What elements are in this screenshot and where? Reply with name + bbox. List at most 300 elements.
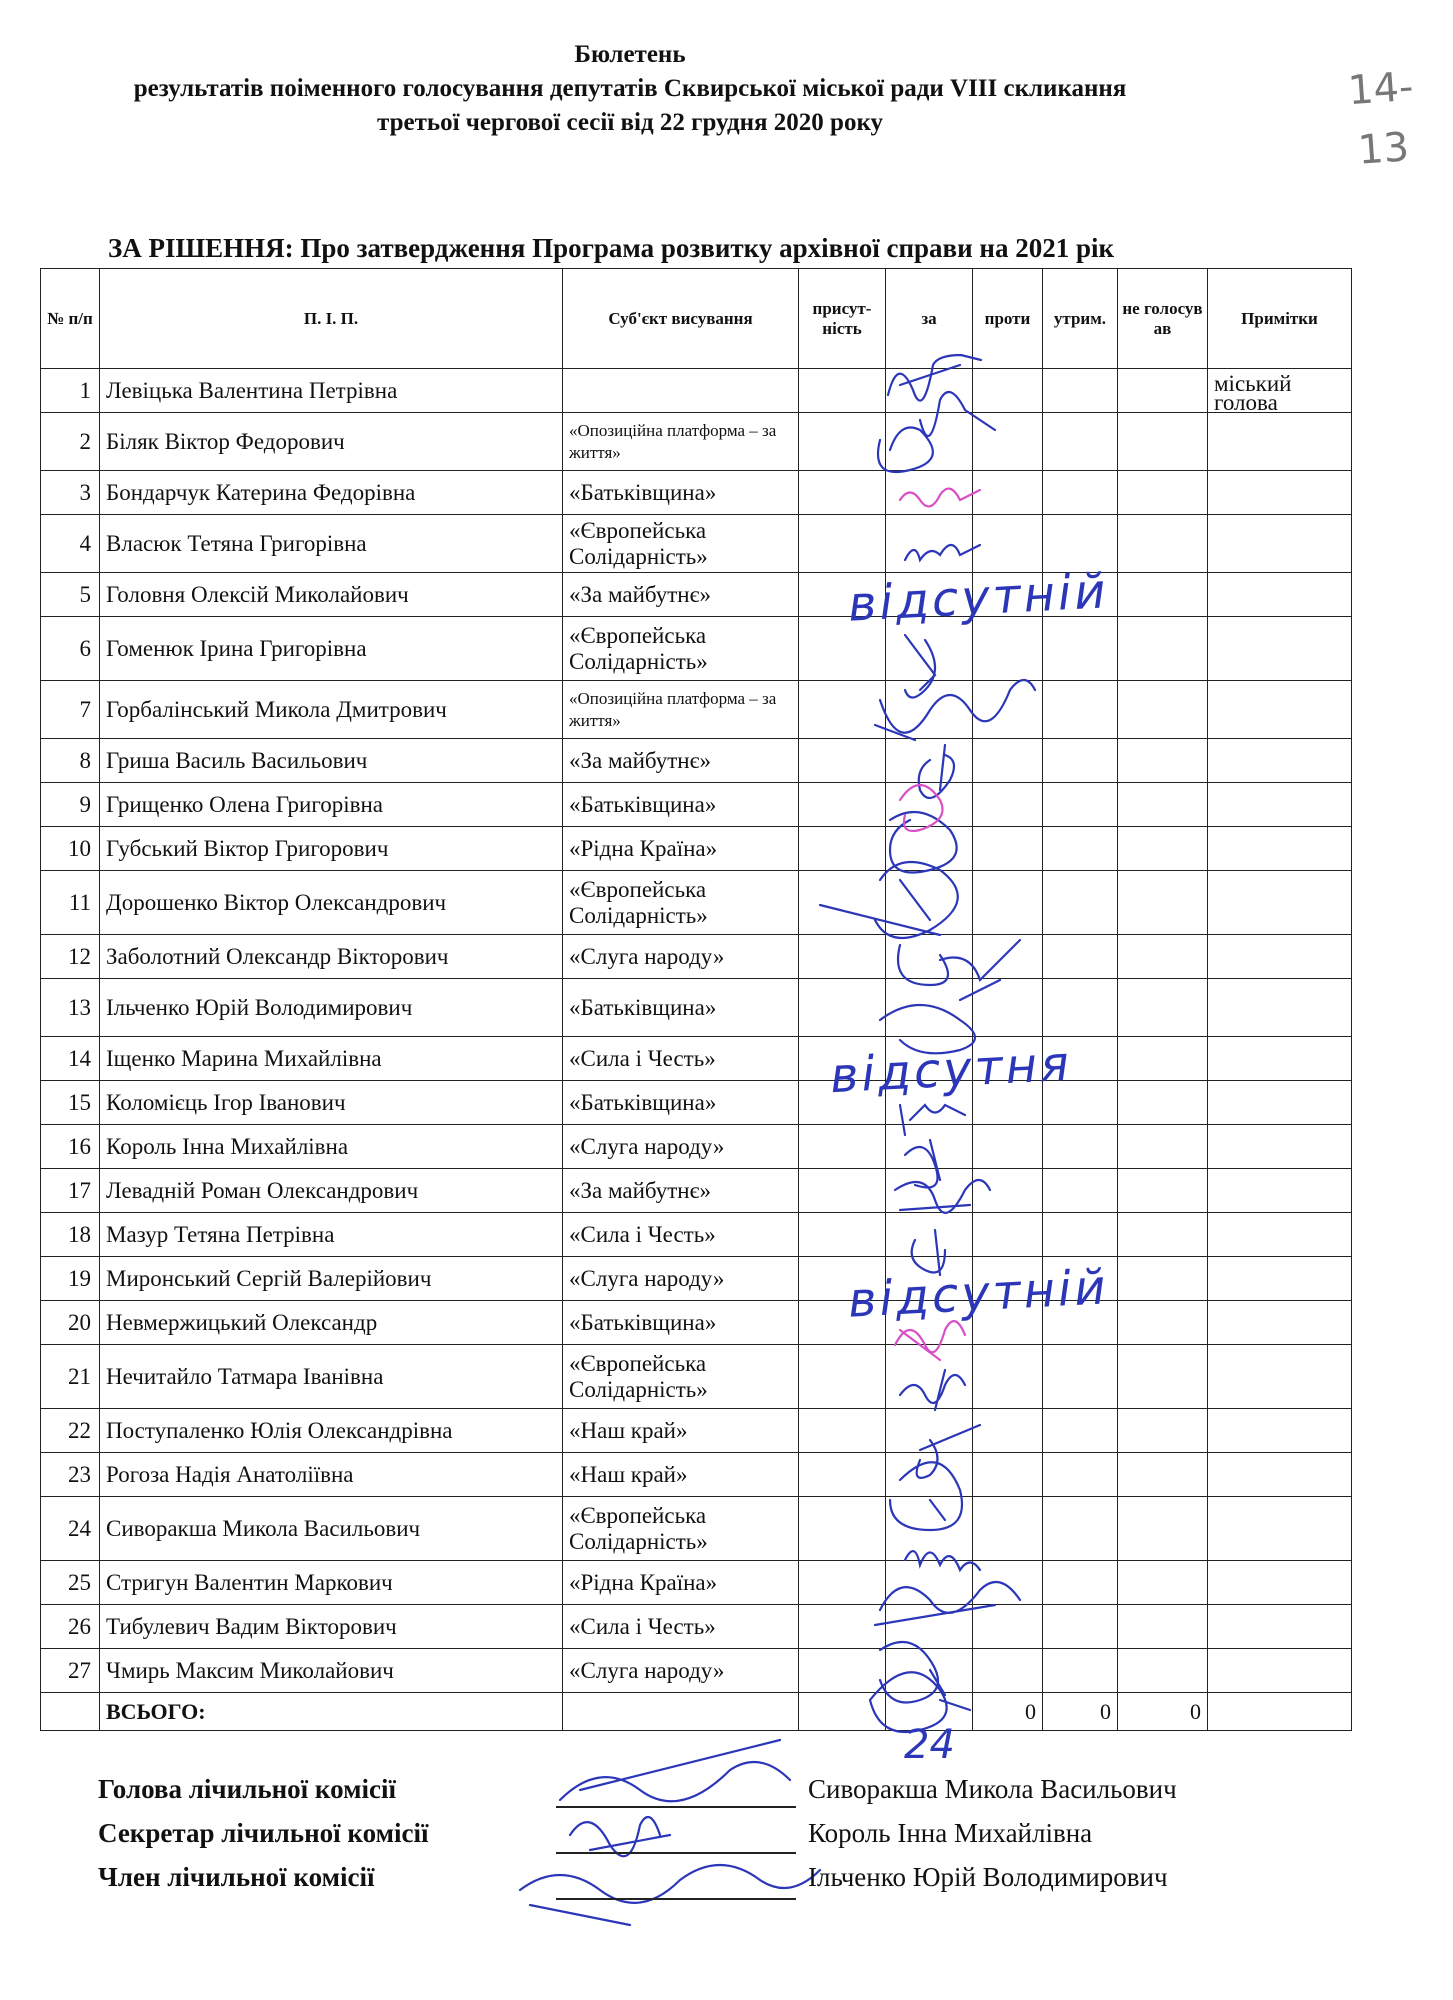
row-number: 14 — [41, 1037, 100, 1081]
not-voted-cell — [1118, 1169, 1208, 1213]
table-row — [41, 1037, 1352, 1081]
abstain-cell — [1043, 979, 1118, 1037]
nominating-party: «Європейська Солідарність» — [563, 515, 799, 573]
table-row — [41, 1257, 1352, 1301]
col-name: П. І. П. — [100, 269, 563, 369]
note-text — [1214, 1174, 1347, 1212]
not-voted-cell — [1118, 827, 1208, 871]
not-voted-cell — [1118, 979, 1208, 1037]
note-text — [1214, 1130, 1347, 1168]
vote-against-cell — [973, 1561, 1043, 1605]
nominating-party: «Наш край» — [563, 1453, 799, 1497]
note-text — [1214, 832, 1347, 870]
not-voted-cell — [1118, 573, 1208, 617]
note-cell — [1208, 617, 1352, 681]
deputy-name: Ільченко Юрій Володимирович — [100, 979, 563, 1037]
row-number: 9 — [41, 783, 100, 827]
abstain-cell — [1043, 871, 1118, 935]
note-cell — [1208, 1081, 1352, 1125]
not-voted-cell — [1118, 935, 1208, 979]
nominating-party: «Батьківщина» — [563, 1081, 799, 1125]
vote-against-cell — [973, 515, 1043, 573]
note-cell — [1208, 1561, 1352, 1605]
note-text — [1214, 1218, 1347, 1256]
col-num: № п/п — [41, 269, 100, 369]
present-cell — [799, 369, 886, 413]
vote-for-cell — [886, 369, 973, 413]
deputy-name: Грищенко Олена Григорівна — [100, 783, 563, 827]
nominating-party: «Європейська Солідарність» — [563, 617, 799, 681]
col-notes: Примітки — [1208, 269, 1352, 369]
row-number: 5 — [41, 573, 100, 617]
row-number: 17 — [41, 1169, 100, 1213]
vote-against-cell — [973, 1453, 1043, 1497]
not-voted-cell — [1118, 1213, 1208, 1257]
note-cell — [1208, 413, 1352, 471]
note-text — [1214, 527, 1347, 565]
table-row — [41, 1213, 1352, 1257]
commission-signature-1 — [560, 1740, 790, 1801]
not-voted-cell — [1118, 1345, 1208, 1409]
row-number: 13 — [41, 979, 100, 1037]
row-number: 27 — [41, 1649, 100, 1693]
vote-against-cell — [973, 1125, 1043, 1169]
table-row — [41, 1081, 1352, 1125]
note-text — [1214, 1566, 1347, 1604]
note-cell — [1208, 979, 1352, 1037]
signature-line-2 — [556, 1852, 796, 1854]
vote-against-cell — [973, 871, 1043, 935]
row-number: 21 — [41, 1345, 100, 1409]
nominating-party: «Сила і Честь» — [563, 1605, 799, 1649]
vote-for-cell — [886, 1125, 973, 1169]
nominating-party: «Сила і Честь» — [563, 1213, 799, 1257]
deputy-name: Чмирь Максим Миколайович — [100, 1649, 563, 1693]
abstain-cell — [1043, 1649, 1118, 1693]
deputy-name: Король Інна Михайлівна — [100, 1125, 563, 1169]
table-row — [41, 1649, 1352, 1693]
present-cell — [799, 1453, 886, 1497]
table-row — [41, 1301, 1352, 1345]
total-not-voted: 0 — [1118, 1693, 1208, 1731]
note-text — [1214, 1610, 1347, 1648]
table-row — [41, 1345, 1352, 1409]
row-number: 3 — [41, 471, 100, 515]
nominating-party: «За майбутнє» — [563, 573, 799, 617]
table-row — [41, 935, 1352, 979]
commission-role-3: Член лічильної комісії — [98, 1862, 375, 1892]
vote-for-cell — [886, 1605, 973, 1649]
present-cell — [799, 1605, 886, 1649]
note-cell — [1208, 1213, 1352, 1257]
note-text — [1214, 1042, 1347, 1080]
nominating-party: «Сила і Честь» — [563, 1037, 799, 1081]
deputy-name: Іщенко Марина Михайлівна — [100, 1037, 563, 1081]
deputy-name: Дорошенко Віктор Олександрович — [100, 871, 563, 935]
vote-against-cell — [973, 1649, 1043, 1693]
table-row — [41, 1169, 1352, 1213]
row-number: 24 — [41, 1497, 100, 1561]
abstain-cell — [1043, 827, 1118, 871]
deputy-name: Нечитайло Татмара Іванівна — [100, 1345, 563, 1409]
deputy-name: Головня Олексій Миколайович — [100, 573, 563, 617]
deputy-name: Тибулевич Вадим Вікторович — [100, 1605, 563, 1649]
nominating-party — [563, 369, 799, 413]
vote-against-cell — [973, 935, 1043, 979]
vote-against-cell — [973, 1213, 1043, 1257]
present-cell — [799, 935, 886, 979]
present-cell — [799, 1345, 886, 1409]
nominating-party: «Європейська Солідарність» — [563, 871, 799, 935]
not-voted-cell — [1118, 1649, 1208, 1693]
note-cell — [1208, 573, 1352, 617]
note-text — [1214, 788, 1347, 826]
table-row — [41, 871, 1352, 935]
vote-for-cell — [886, 1453, 973, 1497]
abstain-cell — [1043, 617, 1118, 681]
note-cell — [1208, 1345, 1352, 1409]
abstain-cell — [1043, 935, 1118, 979]
vote-for-cell — [886, 1561, 973, 1605]
present-cell — [799, 1561, 886, 1605]
total-row — [41, 1693, 1352, 1731]
vote-against-cell — [973, 471, 1043, 515]
note-text — [1214, 1512, 1347, 1550]
present-cell — [799, 783, 886, 827]
deputy-name: Бондарчук Катерина Федорівна — [100, 471, 563, 515]
margin-note-14: 14- — [1346, 63, 1415, 115]
row-number: 15 — [41, 1081, 100, 1125]
table-row — [41, 979, 1352, 1037]
note-text — [1214, 744, 1347, 782]
note-text — [1214, 1414, 1347, 1452]
vote-for-cell — [886, 471, 973, 515]
table-row — [41, 827, 1352, 871]
note-cell — [1208, 1409, 1352, 1453]
nominating-party: «Слуга народу» — [563, 1125, 799, 1169]
session-date: третьої чергової сесії від 22 грудня 2020 року — [376, 109, 884, 136]
deputy-name: Коломієць Ігор Іванович — [100, 1081, 563, 1125]
note-cell — [1208, 1301, 1352, 1345]
vote-for-cell — [886, 827, 973, 871]
table-header — [41, 269, 1352, 369]
vote-for-cell — [886, 515, 973, 573]
note-cell — [1208, 1649, 1352, 1693]
note-cell — [1208, 1169, 1352, 1213]
note-cell — [1208, 827, 1352, 871]
row-number: 18 — [41, 1213, 100, 1257]
deputy-name: Миронський Сергій Валерійович — [100, 1257, 563, 1301]
col-party: Суб'єкт висування — [563, 269, 799, 369]
col-not-voted: не голосув ав — [1118, 269, 1208, 369]
vote-against-cell — [973, 739, 1043, 783]
table-row — [41, 1605, 1352, 1649]
vote-against-cell — [973, 827, 1043, 871]
nominating-party: «Європейська Солідарність» — [563, 1497, 799, 1561]
vote-against-cell — [973, 1169, 1043, 1213]
vote-against-cell — [973, 783, 1043, 827]
nominating-party: «Слуга народу» — [563, 1257, 799, 1301]
vote-for-cell — [886, 739, 973, 783]
abstain-cell — [1043, 739, 1118, 783]
row-number: 7 — [41, 681, 100, 739]
vote-against-cell — [973, 369, 1043, 413]
abstain-cell — [1043, 783, 1118, 827]
present-cell — [799, 979, 886, 1037]
total-abstain: 0 — [1043, 1693, 1118, 1731]
table-row — [41, 573, 1352, 617]
note-cell — [1208, 871, 1352, 935]
vote-against-cell — [973, 1409, 1043, 1453]
not-voted-cell — [1118, 871, 1208, 935]
abstain-cell — [1043, 1605, 1118, 1649]
row-number: 19 — [41, 1257, 100, 1301]
deputy-name: Стригун Валентин Маркович — [100, 1561, 563, 1605]
not-voted-cell — [1118, 681, 1208, 739]
vote-for-cell — [886, 681, 973, 739]
vote-for-cell — [886, 871, 973, 935]
commission-signature-2 — [570, 1817, 670, 1856]
present-cell — [799, 1497, 886, 1561]
total-against: 0 — [973, 1693, 1043, 1731]
nominating-party: «Опозиційна платформа – за життя» — [563, 413, 799, 471]
nominating-party: «За майбутнє» — [563, 1169, 799, 1213]
nominating-party: «Слуга народу» — [563, 935, 799, 979]
absent-mark-row19: відсутній — [846, 1259, 1110, 1329]
row-number: 26 — [41, 1605, 100, 1649]
abstain-cell — [1043, 1561, 1118, 1605]
vote-for-cell — [886, 1345, 973, 1409]
row-number: 22 — [41, 1409, 100, 1453]
note-text — [1214, 476, 1347, 514]
present-cell — [799, 413, 886, 471]
deputy-name: Рогоза Надія Анатоліївна — [100, 1453, 563, 1497]
deputy-name: Власюк Тетяна Григорівна — [100, 515, 563, 573]
nominating-party: «Опозиційна платформа – за життя» — [563, 681, 799, 739]
table-row — [41, 783, 1352, 827]
vote-for-cell — [886, 1497, 973, 1561]
note-text — [1214, 1458, 1347, 1496]
present-cell — [799, 1169, 886, 1213]
vote-against-cell — [973, 1605, 1043, 1649]
commission-name-1: Сиворакша Микола Васильович — [808, 1774, 1177, 1804]
bulletin-title: Бюлетень — [574, 41, 686, 68]
note-text — [1214, 1306, 1347, 1344]
vote-against-cell — [973, 617, 1043, 681]
margin-note-13: 13 — [1356, 124, 1411, 174]
not-voted-cell — [1118, 1561, 1208, 1605]
absent-mark-row14: відсутня — [828, 1035, 1074, 1105]
col-present: присут-ність — [799, 269, 886, 369]
row-number: 11 — [41, 871, 100, 935]
commission-name-2: Король Інна Михайлівна — [808, 1818, 1093, 1848]
row-number: 23 — [41, 1453, 100, 1497]
nominating-party: «Рідна Країна» — [563, 827, 799, 871]
row-number: 6 — [41, 617, 100, 681]
note-cell — [1208, 1497, 1352, 1561]
note-text — [1214, 632, 1347, 670]
signature-line-3 — [556, 1898, 796, 1900]
deputy-name: Заболотний Олександр Вікторович — [100, 935, 563, 979]
vote-against-cell — [973, 1345, 1043, 1409]
abstain-cell — [1043, 413, 1118, 471]
present-cell — [799, 827, 886, 871]
not-voted-cell — [1118, 1037, 1208, 1081]
nominating-party: «Батьківщина» — [563, 783, 799, 827]
note-cell — [1208, 471, 1352, 515]
row-number: 10 — [41, 827, 100, 871]
nominating-party: «Європейська Солідарність» — [563, 1345, 799, 1409]
vote-for-cell — [886, 1169, 973, 1213]
table-row — [41, 1409, 1352, 1453]
abstain-cell — [1043, 1345, 1118, 1409]
deputy-name: Горбалінський Микола Дмитрович — [100, 681, 563, 739]
note-text — [1214, 1654, 1347, 1692]
commission-name-3: Ільченко Юрій Володимирович — [808, 1862, 1168, 1892]
present-cell — [799, 1409, 886, 1453]
table-row — [41, 617, 1352, 681]
abstain-cell — [1043, 1213, 1118, 1257]
row-number: 25 — [41, 1561, 100, 1605]
table-row — [41, 1453, 1352, 1497]
not-voted-cell — [1118, 1257, 1208, 1301]
vote-for-cell — [886, 1213, 973, 1257]
not-voted-cell — [1118, 1497, 1208, 1561]
abstain-cell — [1043, 369, 1118, 413]
present-cell — [799, 681, 886, 739]
total-label: ВСЬОГО: — [100, 1693, 563, 1731]
nominating-party: «Наш край» — [563, 1409, 799, 1453]
vote-for-cell — [886, 1649, 973, 1693]
table-row — [41, 1125, 1352, 1169]
deputy-name: Поступаленко Юлія Олександрівна — [100, 1409, 563, 1453]
abstain-cell — [1043, 471, 1118, 515]
vote-for-cell — [886, 935, 973, 979]
note-text — [1214, 1262, 1347, 1300]
nominating-party: «Батьківщина» — [563, 979, 799, 1037]
deputy-name: Сиворакша Микола Васильович — [100, 1497, 563, 1561]
deputy-name: Мазур Тетяна Петрівна — [100, 1213, 563, 1257]
note-cell — [1208, 1125, 1352, 1169]
abstain-cell — [1043, 1497, 1118, 1561]
not-voted-cell — [1118, 1409, 1208, 1453]
row-number: 16 — [41, 1125, 100, 1169]
vote-against-cell — [973, 1497, 1043, 1561]
vote-table — [40, 268, 1352, 1731]
table-row — [41, 1561, 1352, 1605]
note-cell — [1208, 739, 1352, 783]
present-cell — [799, 515, 886, 573]
nominating-party: «Рідна Країна» — [563, 1561, 799, 1605]
present-cell — [799, 739, 886, 783]
deputy-name: Біляк Віктор Федорович — [100, 413, 563, 471]
abstain-cell — [1043, 1169, 1118, 1213]
nominating-party: «Слуга народу» — [563, 1649, 799, 1693]
note-text — [1214, 425, 1347, 463]
note-text — [1214, 1086, 1347, 1124]
abstain-cell — [1043, 1453, 1118, 1497]
nominating-party: «Батьківщина» — [563, 1301, 799, 1345]
row-number: 8 — [41, 739, 100, 783]
absent-mark-row5: відсутній — [846, 563, 1110, 633]
present-cell — [799, 1649, 886, 1693]
vote-for-cell — [886, 979, 973, 1037]
abstain-cell — [1043, 1409, 1118, 1453]
table-row — [41, 681, 1352, 739]
present-cell — [799, 1125, 886, 1169]
note-cell — [1208, 783, 1352, 827]
table-row — [41, 369, 1352, 413]
note-text — [1214, 991, 1347, 1029]
note-text — [1214, 1360, 1347, 1398]
col-against: проти — [973, 269, 1043, 369]
not-voted-cell — [1118, 1453, 1208, 1497]
not-voted-cell — [1118, 1081, 1208, 1125]
abstain-cell — [1043, 681, 1118, 739]
present-cell — [799, 471, 886, 515]
not-voted-cell — [1118, 617, 1208, 681]
not-voted-cell — [1118, 1605, 1208, 1649]
not-voted-cell — [1118, 1301, 1208, 1345]
note-cell — [1208, 515, 1352, 573]
row-number: 1 — [41, 369, 100, 413]
deputy-name: Гриша Василь Васильович — [100, 739, 563, 783]
vote-against-cell — [973, 681, 1043, 739]
note-cell — [1208, 681, 1352, 739]
not-voted-cell — [1118, 783, 1208, 827]
deputy-name: Губський Віктор Григорович — [100, 827, 563, 871]
vote-against-cell — [973, 413, 1043, 471]
table-row — [41, 1497, 1352, 1561]
note-text — [1214, 886, 1347, 924]
note-cell — [1208, 1037, 1352, 1081]
row-number: 12 — [41, 935, 100, 979]
nominating-party: «За майбутнє» — [563, 739, 799, 783]
note-cell — [1208, 1605, 1352, 1649]
note-text — [1214, 693, 1347, 731]
present-cell — [799, 1213, 886, 1257]
table-row — [41, 413, 1352, 471]
col-abstain: утрим. — [1043, 269, 1118, 369]
table-row — [41, 739, 1352, 783]
not-voted-cell — [1118, 739, 1208, 783]
note-text — [1214, 578, 1347, 616]
deputy-name: Невмержицький Олександр — [100, 1301, 563, 1345]
vote-for-cell — [886, 413, 973, 471]
signature-line-1 — [556, 1806, 796, 1808]
not-voted-cell — [1118, 1125, 1208, 1169]
abstain-cell — [1043, 1125, 1118, 1169]
note-cell — [1208, 1257, 1352, 1301]
note-cell — [1208, 369, 1352, 413]
commission-role-2: Секретар лічильної комісії — [98, 1818, 429, 1848]
row-number: 2 — [41, 413, 100, 471]
note-cell — [1208, 935, 1352, 979]
nominating-party: «Батьківщина» — [563, 471, 799, 515]
not-voted-cell — [1118, 413, 1208, 471]
not-voted-cell — [1118, 515, 1208, 573]
row-number: 4 — [41, 515, 100, 573]
col-for: за — [886, 269, 973, 369]
commission-role-1: Голова лічильної комісії — [98, 1774, 396, 1804]
table-row — [41, 515, 1352, 573]
deputy-name: Левадній Роман Олександрович — [100, 1169, 563, 1213]
vote-for-cell — [886, 783, 973, 827]
decision-title: ЗА РІШЕННЯ: Про затвердження Програма розвитку архівної справи на 2021 рік — [108, 233, 1115, 263]
not-voted-cell — [1118, 369, 1208, 413]
deputy-name: Левіцька Валентина Петрівна — [100, 369, 563, 413]
total-for-handwritten: 24 — [904, 1722, 955, 1768]
